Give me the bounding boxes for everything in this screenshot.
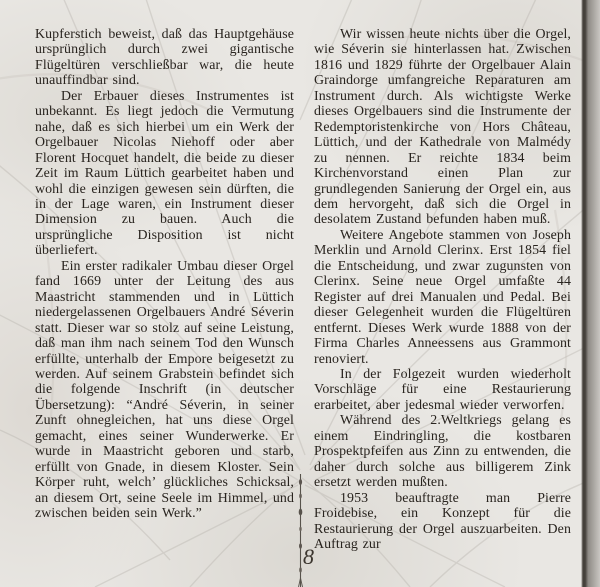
paragraph: Während des 2.Weltkriegs gelang es einem Eindringling, die kostbaren Prospektpfeifen aus Zinn zu entwenden, die daher durch solche aus billigerem Zink ersetzt werden mußten. — [314, 413, 571, 491]
paragraph: Wir wissen heute nichts über die Orgel, wie Séverin sie hinterlassen hat. Zwischen 1816 und 1829 führte der Orgelbauer Alain Graindorge umfangreiche Reparaturen am Instrument durch. Als wichtigste Werke dieses Orgelbauers sind die Instrumente der Redemptoristenkirche von Hors Château, Lüttich, und der Kathedrale von Malmédy zu nennen. Er reichte 1834 beim Kirchenvorstand einen Plan zur grundlegenden Sanierung der Orgel ein, aus dem hervorgeht, daß sich die Orgel in desolatem Zustand befunden haben muß. — [314, 27, 571, 228]
text-column-left — [35, 27, 294, 522]
paragraph: Kupferstich beweist, daß das Hauptgehäuse ursprünglich durch zwei gigantische Flügeltüren verschließbar war, die heute unauffindbar sind. — [35, 27, 294, 89]
page-edge-shadow — [581, 0, 600, 587]
paragraph: 1953 beauftragte man Pierre Froidebise, ein Konzept für die Restaurierung der Orgel auszuarbeiten. Den Auftrag zur — [314, 490, 571, 552]
page-number: 8 — [303, 544, 314, 569]
paragraph: Ein erster radikaler Umbau dieser Orgel fand 1669 unter der Leitung des aus Maastricht stammenden und in Lüttich niedergelassenen Orgelbauers André Séverin statt. Dieser war so stolz auf seine Leistung, daß man ihm nach seinem Tod den Wunsch erfüllte, unterhalb der Empore beigesetzt zu werden. Auf seinem Grabstein befindet sich die folgende Inschrift (in deutscher Übersetzung): “André Séverin, in seiner Zunft ohnegleichen, hat uns diese Orgel gemacht, eines seiner Wunderwerke. Er wurde in Maastricht geboren und starb, erfüllt von Gnade, in diesem Kloster. Sein Körper ruht, welch’ glückliches Schicksal, an diesem Ort, seine Seele im Himmel, und zwischen beiden sein Werk.” — [35, 258, 294, 522]
ribbon-ornament-icon — [294, 474, 308, 587]
text-column-right — [314, 27, 571, 552]
paragraph: In der Folgezeit wurden wiederholt Vorschläge für eine Restaurierung erarbeitet, aber jedesmal wieder verworfen. — [314, 366, 571, 413]
paragraph: Weitere Angebote stammen von Joseph Merklin und Arnold Clerinx. Erst 1854 fiel die Entscheidung, und zwar zugunsten von Clerinx. Seine neue Orgel umfaßte 44 Register auf drei Manualen und Pedal. Bei dieser Gelegenheit wurden die Flügeltüren entfernt. Dieses Werk wurde 1888 von der Firma Charles Anneessens aus Grammont renoviert. — [314, 227, 571, 367]
paragraph: Der Erbauer dieses Instrumentes ist unbekannt. Es liegt jedoch die Vermutung nahe, daß es sich hierbei um ein Werk der Orgelbauer Nicolas Niehoff oder aber Florent Hocquet handelt, die beide zu dieser Zeit im Raum Lüttich gearbeitet haben und wohl die einzigen gewesen sein dürften, die in der Lage waren, ein Instrument dieser Dimension zu bauen. Auch die ursprüngliche Disposition ist nicht überliefert. — [35, 88, 294, 259]
